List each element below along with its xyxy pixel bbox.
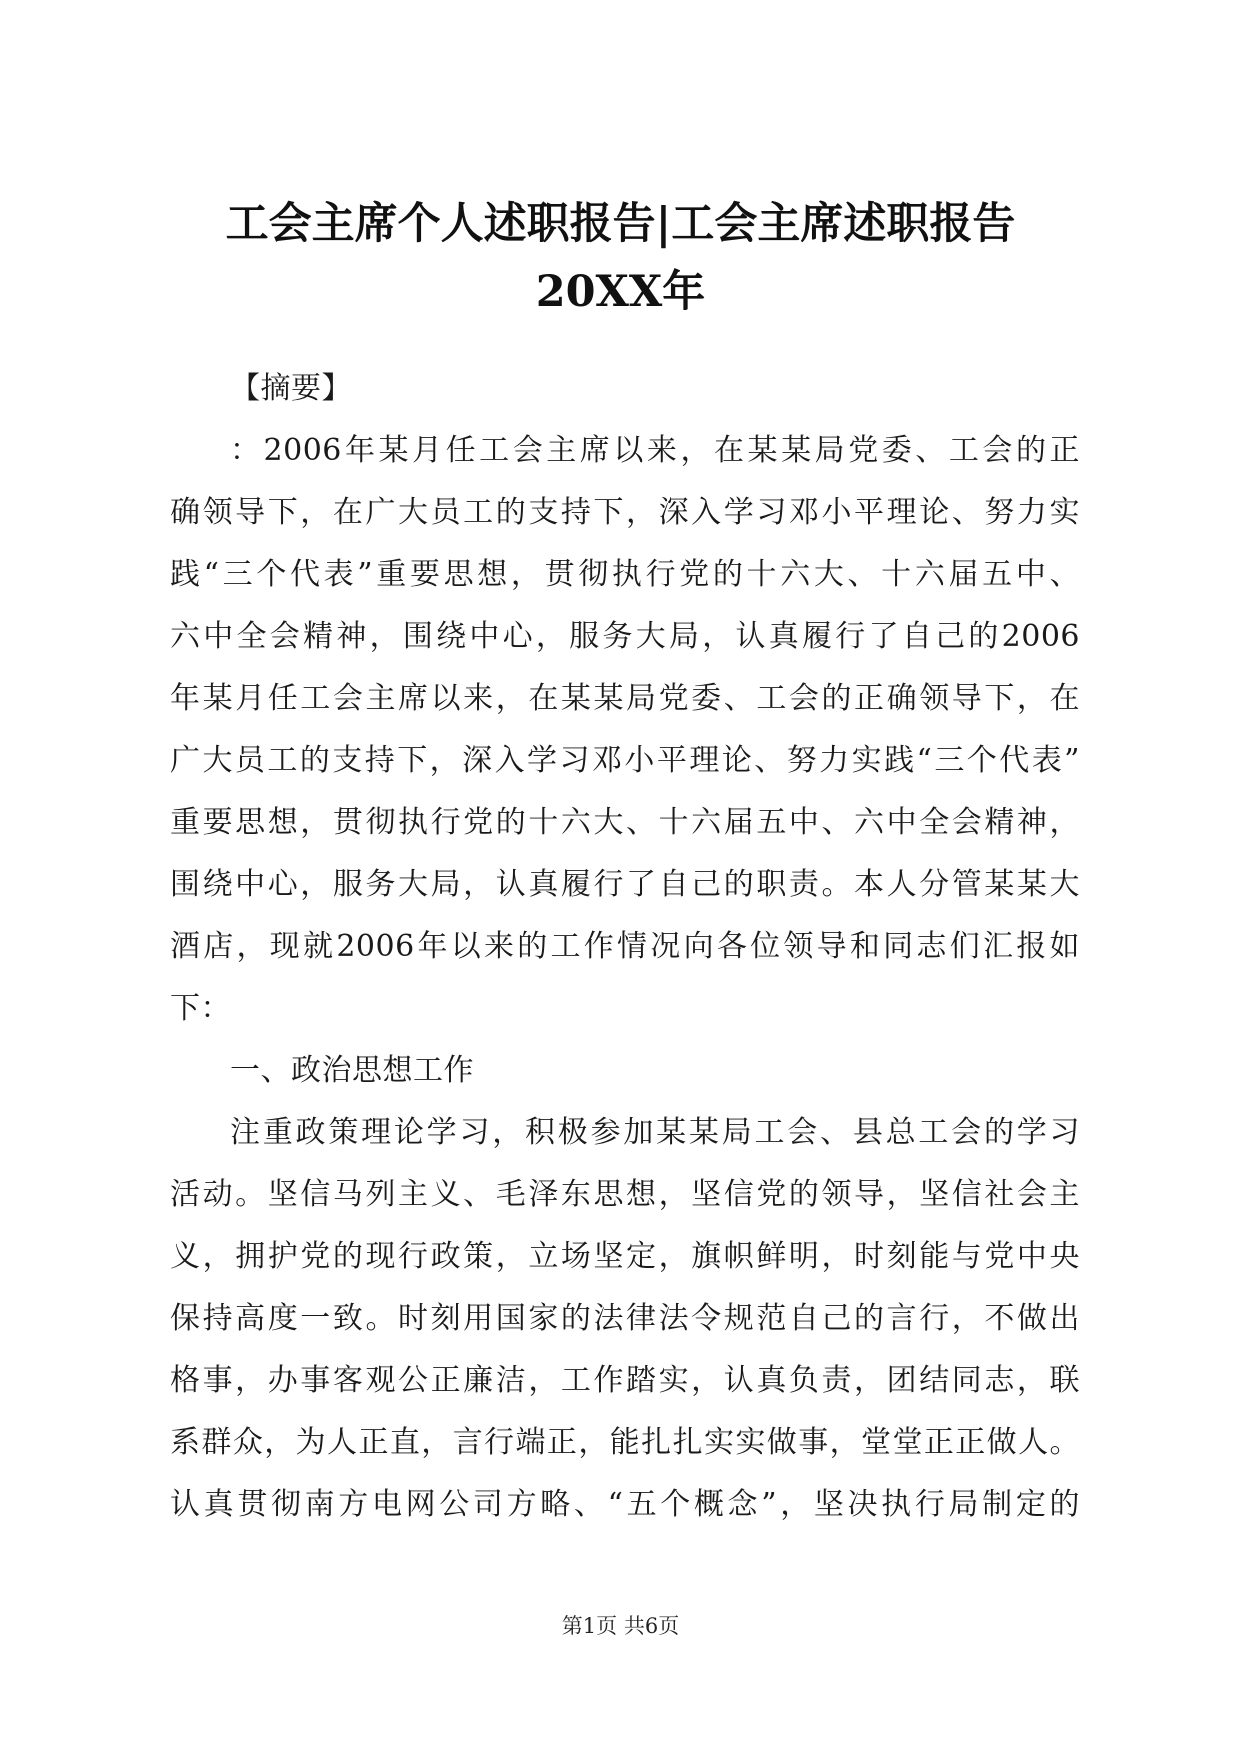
- body-text-line: 义，拥护党的现行政策，立场坚定，旗帜鲜明，时刻能与党中央: [170, 1239, 1080, 1274]
- body-text-line: 【摘要】: [230, 371, 352, 406]
- body-text-line: 系群众，为人正直，言行端正，能扎扎实实做事，堂堂正正做人。: [170, 1425, 1080, 1460]
- body-text-line: 下：: [170, 991, 231, 1026]
- body-text-line: 广大员工的支持下，深入学习邓小平理论、努力实践“三个代表”: [170, 743, 1080, 778]
- body-text-line: 酒店，现就2006年以来的工作情况向各位领导和同志们汇报如: [170, 929, 1080, 964]
- body-text-line: 格事，办事客观公正廉洁，工作踏实，认真负责，团结同志，联: [170, 1363, 1080, 1398]
- title-line-1: 工会主席个人述职报告|工会主席述职报告: [225, 199, 1016, 249]
- body-text-line: 六中全会精神，围绕中心，服务大局，认真履行了自己的2006: [170, 619, 1080, 654]
- page-footer: 第1页 共6页: [561, 1614, 680, 1638]
- document-body: [170, 358, 1080, 1536]
- body-text-line: 确领导下，在广大员工的支持下，深入学习邓小平理论、努力实: [170, 495, 1080, 530]
- body-text-line: 活动。坚信马列主义、毛泽东思想，坚信党的领导，坚信社会主: [170, 1177, 1080, 1212]
- title-line-2: 20XX年: [535, 267, 706, 317]
- body-text-line: 重要思想，贯彻执行党的十六大、十六届五中、六中全会精神，: [170, 805, 1080, 840]
- body-text-line: 践“三个代表”重要思想，贯彻执行党的十六大、十六届五中、: [170, 557, 1080, 592]
- body-text-line: ：2006年某月任工会主席以来，在某某局党委、工会的正: [230, 433, 1080, 468]
- body-text-line: 注重政策理论学习，积极参加某某局工会、县总工会的学习: [230, 1115, 1080, 1150]
- document-title: [150, 190, 1091, 326]
- body-text-line: 认真贯彻南方电网公司方略、“五个概念”，坚决执行局制定的: [170, 1487, 1080, 1522]
- body-text-line: 年某月任工会主席以来，在某某局党委、工会的正确领导下，在: [170, 681, 1080, 716]
- body-text-line: 保持高度一致。时刻用国家的法律法令规范自己的言行，不做出: [170, 1301, 1080, 1336]
- body-text-line: 一、政治思想工作: [230, 1053, 474, 1088]
- body-text-line: 围绕中心，服务大局，认真履行了自己的职责。本人分管某某大: [170, 867, 1080, 902]
